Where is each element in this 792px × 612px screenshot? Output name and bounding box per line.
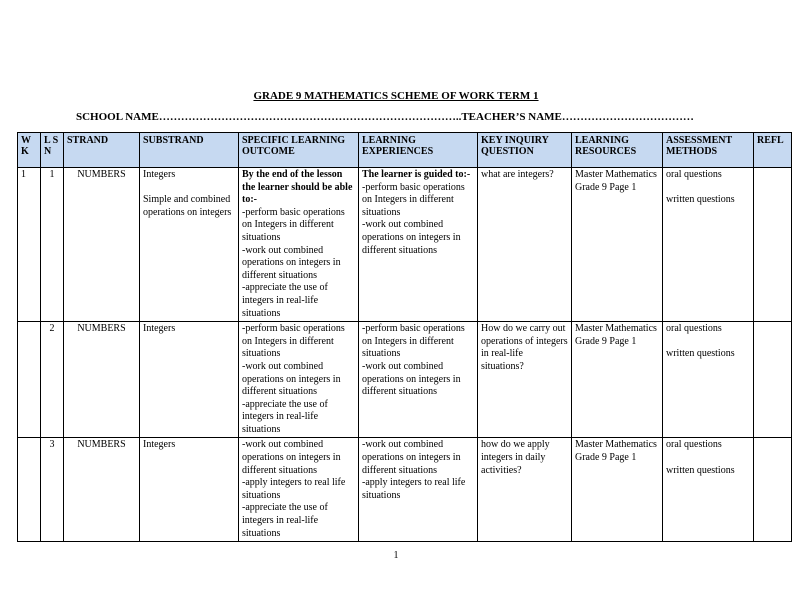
cell-wk: [18, 322, 41, 438]
outcome-line: -appreciate the use of integers in real-life situations: [242, 502, 328, 539]
assessment-line: oral questions: [666, 323, 722, 335]
cell-question: how do we apply integers in daily activities?: [478, 438, 572, 542]
cell-refl: [754, 438, 792, 542]
outcome-line: -perform basic operations on Integers in different situations: [242, 323, 345, 360]
substrand-line: Simple and combined operations on integers: [143, 194, 232, 218]
experiences-line: -work out combined operations on integers in different situations: [362, 360, 461, 398]
header-assessment: ASSESSMENT METHODS: [663, 133, 754, 168]
cell-assessment: [663, 322, 754, 438]
scheme-of-work-table: [17, 132, 792, 542]
outcome-line: -appreciate the use of integers in real-life situations: [242, 282, 328, 319]
cell-resources: Master Mathematics Grade 9 Page 1: [572, 322, 663, 438]
header-resources: LEARNING RESOURCES: [572, 133, 663, 168]
outcome-line: -apply integers to real life situations: [242, 477, 346, 501]
outcome-line: -work out combined operations on integers in different situations: [242, 360, 341, 398]
cell-lsn: 1: [41, 168, 64, 322]
cell-strand: NUMBERS: [64, 322, 140, 438]
cell-strand: NUMBERS: [64, 168, 140, 322]
table-row: [18, 168, 792, 322]
school-name-label: SCHOOL NAME………………………………………………………………………..: [76, 111, 462, 123]
substrand-line: Integers: [143, 323, 176, 335]
assessment-line: oral questions: [666, 439, 722, 451]
header-substrand: SUBSTRAND: [140, 133, 239, 168]
header-row: [18, 133, 792, 168]
cell-refl: [754, 168, 792, 322]
header-strand: STRAND: [64, 133, 140, 168]
outcome-line: -appreciate the use of integers in real-life situations: [242, 398, 328, 435]
outcome-line: -perform basic operations on Integers in different situations: [242, 206, 345, 243]
cell-outcome: [239, 168, 359, 322]
cell-experiences: [359, 322, 478, 438]
assessment-line: written questions: [666, 194, 735, 206]
outcome-line: -work out combined operations on integers in different situations: [242, 439, 341, 476]
substrand-line: Integers: [143, 169, 176, 180]
cell-lsn: 2: [41, 322, 64, 438]
assessment-line: written questions: [666, 348, 735, 360]
cell-assessment: [663, 438, 754, 542]
header-lsn: L S N: [41, 133, 64, 168]
spacer: [143, 182, 235, 195]
assessment-line: written questions: [666, 464, 735, 476]
outcome-line: -work out combined operations on integers in different situations: [242, 244, 341, 281]
cell-experiences: [359, 168, 478, 322]
header-refl: REFL: [754, 133, 792, 168]
cell-outcome: [239, 322, 359, 438]
header-question: KEY INQUIRY QUESTION: [478, 133, 572, 168]
cell-wk: 1: [18, 168, 41, 322]
assessment-line: oral questions: [666, 169, 722, 180]
cell-outcome: [239, 438, 359, 542]
cell-substrand: [140, 168, 239, 322]
cell-resources: Master Mathematics Grade 9 Page 1: [572, 438, 663, 542]
header-wk: W K: [18, 133, 41, 168]
spacer: [666, 182, 750, 195]
spacer: [666, 452, 750, 465]
cell-substrand: [140, 322, 239, 438]
table-row: [18, 438, 792, 542]
cell-question: How do we carry out operations of integers in real-life situations?: [478, 322, 572, 438]
experiences-line: -perform basic operations on Integers in different situations: [362, 323, 465, 360]
cell-resources: Master Mathematics Grade 9 Page 1: [572, 168, 663, 322]
cell-lsn: 3: [41, 438, 64, 542]
spacer: [666, 336, 750, 349]
experiences-line: -apply integers to real life situations: [362, 477, 466, 501]
cell-question: what are integers?: [478, 168, 572, 322]
page-number: 1: [393, 550, 399, 561]
substrand-line: Integers: [143, 439, 176, 451]
cell-experiences: [359, 438, 478, 542]
header-outcome: SPECIFIC LEARNING OUTCOME: [239, 133, 359, 168]
teacher-name-label: TEACHER’S NAME………………………………: [461, 111, 694, 123]
school-teacher-line: [76, 111, 694, 123]
cell-wk: [18, 438, 41, 542]
cell-refl: [754, 322, 792, 438]
cell-strand: NUMBERS: [64, 438, 140, 542]
outcome-lead: By the end of the lesson the learner should be able to:-: [242, 169, 353, 206]
experiences-line: -perform basic operations on Integers in different situations: [362, 181, 465, 218]
table-row: [18, 322, 792, 438]
experiences-line: -work out combined operations on integers in different situations: [362, 439, 461, 476]
experiences-lead: The learner is guided to:-: [362, 169, 471, 180]
document-title: GRADE 9 MATHEMATICS SCHEME OF WORK TERM 1: [253, 90, 539, 102]
experiences-line: -work out combined operations on integers in different situations: [362, 219, 461, 256]
header-experiences: LEARNING EXPERIENCES: [359, 133, 478, 168]
cell-substrand: [140, 438, 239, 542]
cell-assessment: [663, 168, 754, 322]
